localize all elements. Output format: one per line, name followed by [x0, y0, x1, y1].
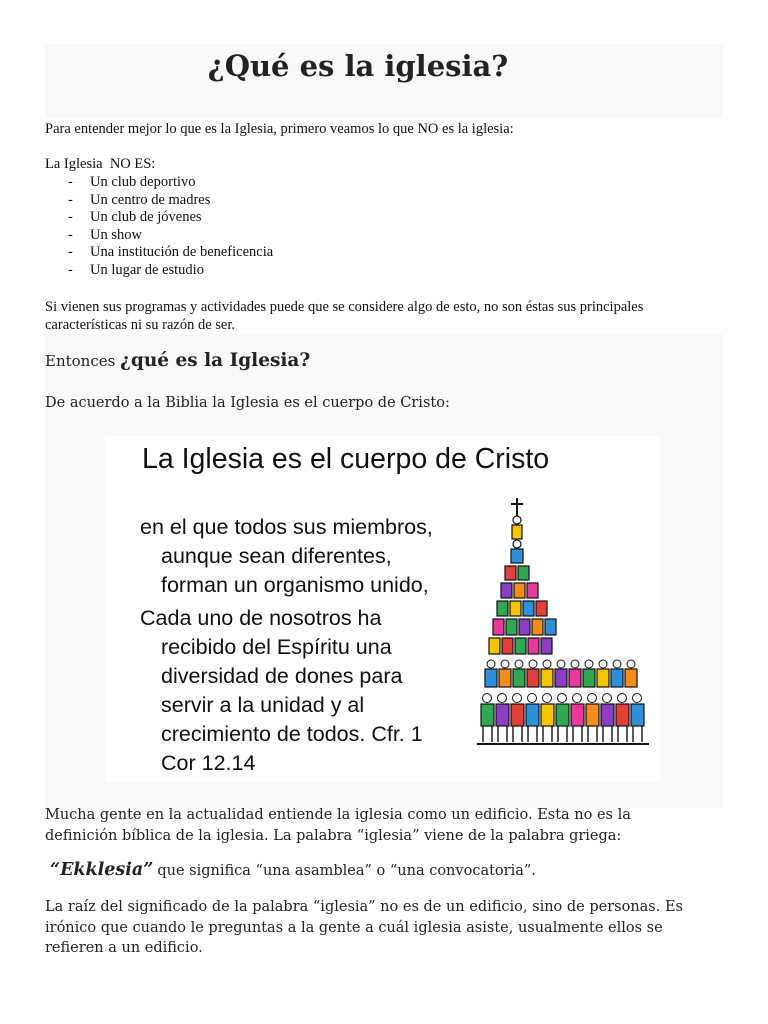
list-item-label: Un lugar de estudio: [90, 261, 204, 278]
ekklesia-paragraph: [45, 860, 536, 882]
list-item: [45, 192, 273, 210]
list-item-label: Un club deportivo: [90, 174, 196, 190]
list-item: [45, 174, 273, 192]
figure-line: diversidad de dones para: [161, 664, 403, 688]
list-item: [45, 262, 273, 280]
figure-line: recibido del Espíritu una: [161, 635, 392, 659]
figure-line: Cada uno de nosotros ha: [140, 606, 382, 630]
body-of-christ-figure: [105, 436, 660, 782]
acuerdo-paragraph: De acuerdo a la Biblia la Iglesia es el cuerpo de Cristo:: [45, 395, 450, 411]
not-list-heading: La Iglesia NO ES:: [45, 156, 156, 172]
list-item: [45, 227, 273, 245]
list-dash: -: [68, 191, 73, 208]
list-item-label: Una institución de beneficencia: [90, 244, 274, 261]
list-dash: -: [68, 261, 73, 278]
list-item: [45, 209, 273, 227]
section-heading: [45, 350, 310, 371]
figure-line: servir a la unidad y al: [161, 693, 365, 717]
figure-line: aunque sean diferentes,: [161, 544, 392, 568]
figure-line: Cor 12.14: [161, 751, 256, 775]
list-dash: -: [68, 174, 73, 190]
figure-line: en el que todos sus miembros,: [140, 515, 433, 539]
root-meaning-paragraph: [45, 897, 725, 959]
programs-line: características ni su razón de ser.: [45, 316, 236, 333]
figure-line: forman un organismo unido,: [161, 573, 429, 597]
intro-paragraph: Para entender mejor lo que es la Iglesia, primero veamos lo que NO es la iglesia:: [45, 121, 514, 137]
list-item: [45, 244, 273, 262]
programs-line: Si vienen sus programas y actividades puede que se considere algo de esto, no son éstas sus principales: [45, 299, 644, 315]
human-tower-church-icon: [473, 494, 653, 764]
programs-paragraph: [45, 299, 705, 335]
root-meaning-line: refieren a un edificio.: [45, 940, 203, 956]
list-dash: -: [68, 244, 73, 261]
building-line: definición bíblica de la iglesia. La palabra “iglesia” viene de la palabra griega:: [45, 827, 622, 844]
not-list: [45, 174, 273, 280]
list-dash: -: [68, 209, 73, 226]
building-paragraph: [45, 805, 725, 846]
root-meaning-line: La raíz del significado de la palabra “iglesia” no es de un edificio, sino de personas. Es: [45, 899, 683, 915]
root-meaning-line: irónico que cuando le preguntas a la gente a cuál iglesia asiste, usualmente ellos se: [45, 919, 663, 936]
page-title: ¿Qué es la iglesia?: [207, 49, 509, 83]
figure-line: crecimiento de todos. Cfr. 1: [161, 722, 423, 746]
list-item-label: Un club de jóvenes: [90, 209, 202, 226]
figure-title: La Iglesia es el cuerpo de Cristo: [142, 443, 550, 475]
list-item-label: Un centro de madres: [90, 191, 211, 208]
section-heading-question: ¿qué es la Iglesia?: [120, 350, 311, 371]
building-line: Mucha gente en la actualidad entiende la iglesia como un edificio. Esta no es la: [45, 807, 631, 823]
section-heading-prefix: Entonces: [45, 352, 121, 370]
ekklesia-meaning: que significa “una asamblea” o “una convocatoria”.: [157, 863, 536, 879]
ekklesia-term: “Ekklesia”: [50, 860, 154, 880]
list-item-label: Un show: [90, 226, 142, 243]
list-dash: -: [68, 226, 73, 243]
